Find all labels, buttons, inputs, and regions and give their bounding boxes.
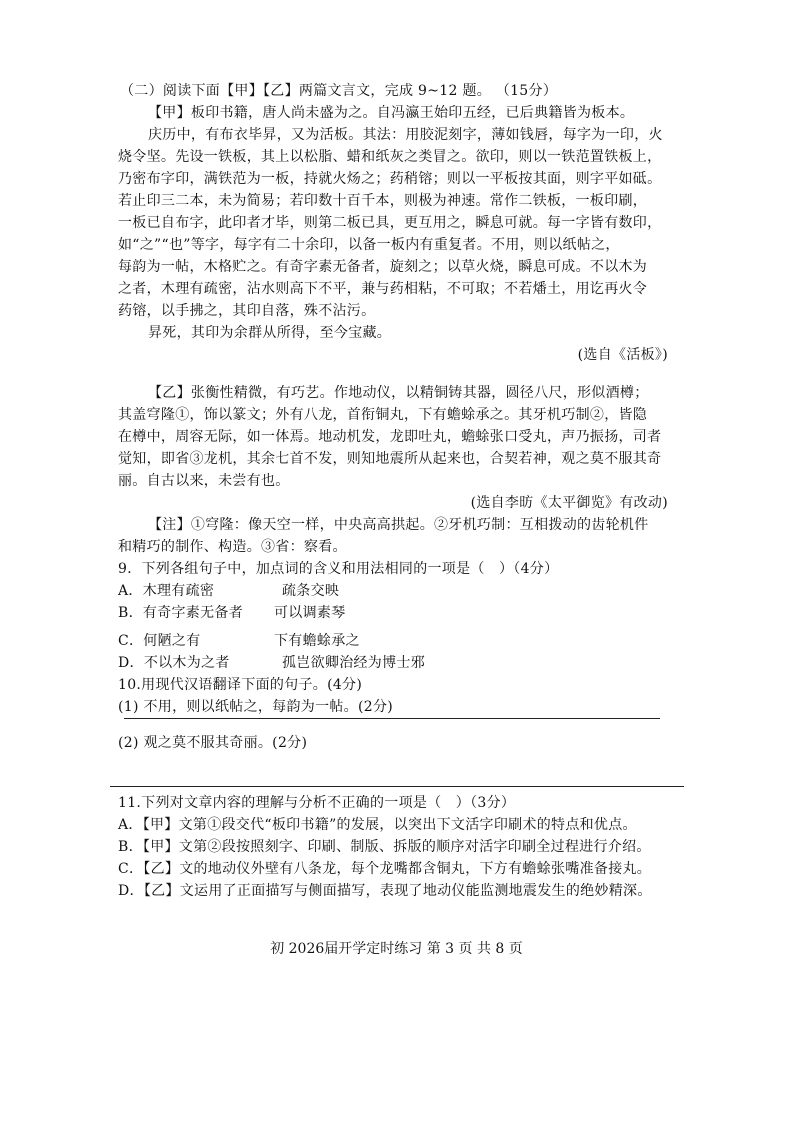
yi-note-line-1: 【注】①穹隆：像天空一样，中央高高拱起。②牙机巧制：互相拨动的齿轮机件 bbox=[148, 517, 649, 533]
q9-option-d-pair: 孤岂欲卿治经为博士邪 bbox=[282, 655, 425, 671]
jia-line-11: 昇死，其印为余群从所得，至今宝藏。 bbox=[148, 325, 392, 341]
q11-stem: 11.下列对文章内容的理解与分析不正确的一项是（ ）（3分） bbox=[118, 795, 516, 811]
yi-note-line-2: 和精巧的制作、构造。③省：察看。 bbox=[118, 539, 347, 555]
q10-sub-1: (1) 不用，则以纸帖之，每韵为一帖。(2分) bbox=[118, 699, 394, 715]
q10-stem: 10.用现代汉语翻译下面的句子。(4分) bbox=[118, 677, 363, 693]
q11-option-a: A．【甲】文第①段交代“板印书籍”的发展，以突出下文活字印刷术的特点和优点。 bbox=[118, 817, 637, 833]
q11-option-d: D．【乙】文运用了正面描写与侧面描写，表现了地动仪能监测地震发生的绝妙精深。 bbox=[118, 883, 652, 899]
q9-stem: 9．下列各组句子中，加点词的含义和用法相同的一项是（ ）（4分） bbox=[118, 561, 559, 577]
q10-sub-2: (2) 观之莫不服其奇丽。(2分) bbox=[118, 735, 308, 751]
jia-line-10: 药镕，以手拂之，其印自落，殊不沾污。 bbox=[118, 303, 376, 319]
jia-line-9: 之者，木理有疏密，沾水则高下不平，兼与药相粘，不可取；不若燔土，用讫再火令 bbox=[118, 281, 648, 297]
section-intro: （二）阅读下面【甲】【乙】两篇文言文，完成 9~12 题。 （15分） bbox=[120, 83, 558, 99]
yi-line-1: 【乙】张衡性精微，有巧艺。作地动仪，以精铜铸其器，圆径八尺，形似酒樽； bbox=[148, 385, 649, 401]
yi-source: (选自李昉《太平御览》有改动) bbox=[470, 495, 668, 511]
q9-option-b-pair: 可以调素琴 bbox=[274, 605, 346, 621]
yi-line-5: 丽。自古以来，未尝有也。 bbox=[118, 473, 290, 489]
q10-answer-line-2[interactable] bbox=[110, 786, 684, 787]
q9-option-a: A．木理有疏密 bbox=[118, 583, 215, 599]
q9-option-d: D．不以木为之者 bbox=[118, 655, 230, 671]
page-footer: 初 2026届开学定时练习 第 3 页 共 8 页 bbox=[270, 941, 523, 957]
jia-line-4: 乃密布字印，满铁范为一板，持就火炀之；药稍镕；则以一平板按其面，则字平如砥。 bbox=[118, 171, 662, 187]
q9-option-a-pair: 疏条交映 bbox=[282, 583, 340, 599]
jia-line-8: 每韵为一帖，木格贮之。有奇字素无备者，旋刻之；以草火烧，瞬息可成。不以木为 bbox=[118, 259, 648, 275]
jia-line-6: 一板已自布字，此印者才毕，则第二板已具，更互用之，瞬息可就。每一字皆有数印， bbox=[118, 215, 662, 231]
q11-option-b: B．【甲】文第②段按照刻字、印刷、制版、拆版的顺序对活字印刷全过程进行介绍。 bbox=[118, 839, 651, 855]
jia-line-2: 庆历中，有布衣毕昇，又为活板。其法：用胶泥刻字，薄如钱唇，每字为一印，火 bbox=[148, 127, 663, 143]
jia-source: (选自《活板》) bbox=[577, 347, 668, 363]
yi-line-2: 其盖穹隆①，饰以篆文；外有八龙，首衔铜丸，下有蟾蜍承之。其牙机巧制②，皆隐 bbox=[118, 407, 648, 423]
q9-option-c-pair: 下有蟾蜍承之 bbox=[274, 633, 360, 649]
yi-line-3: 在樽中，周容无际，如一体焉。地动机发，龙即吐丸，蟾蜍张口受丸，声乃振扬，司者 bbox=[118, 429, 662, 445]
q9-option-b: B．有奇字素无备者 bbox=[118, 605, 243, 621]
jia-line-7: 如“之”“也”等字，每字有二十余印，以备一板内有重复者。不用，则以纸帖之， bbox=[118, 237, 620, 253]
jia-line-3: 烧令坚。先设一铁板，其上以松脂、蜡和纸灰之类冒之。欲印，则以一铁范置铁板上， bbox=[118, 149, 662, 165]
jia-line-5: 若止印三二本，未为简易；若印数十百千本，则极为神速。常作二铁板，一板印刷， bbox=[118, 193, 648, 209]
q11-option-c: C．【乙】文的地动仪外壁有八条龙，每个龙嘴都含铜丸，下方有蟾蜍张嘴准备接丸。 bbox=[118, 861, 652, 877]
jia-line-1: 【甲】板印书籍，唐人尚未盛为之。自冯瀛王始印五经，已后典籍皆为板本。 bbox=[148, 105, 635, 121]
q10-answer-line-1[interactable] bbox=[124, 718, 660, 719]
q9-option-c: C．何陋之有 bbox=[118, 633, 201, 649]
yi-line-4: 觉知，即省③龙机，其余七首不发，则知地震所从起来也，合契若神，观之莫不服其奇 bbox=[118, 451, 662, 467]
